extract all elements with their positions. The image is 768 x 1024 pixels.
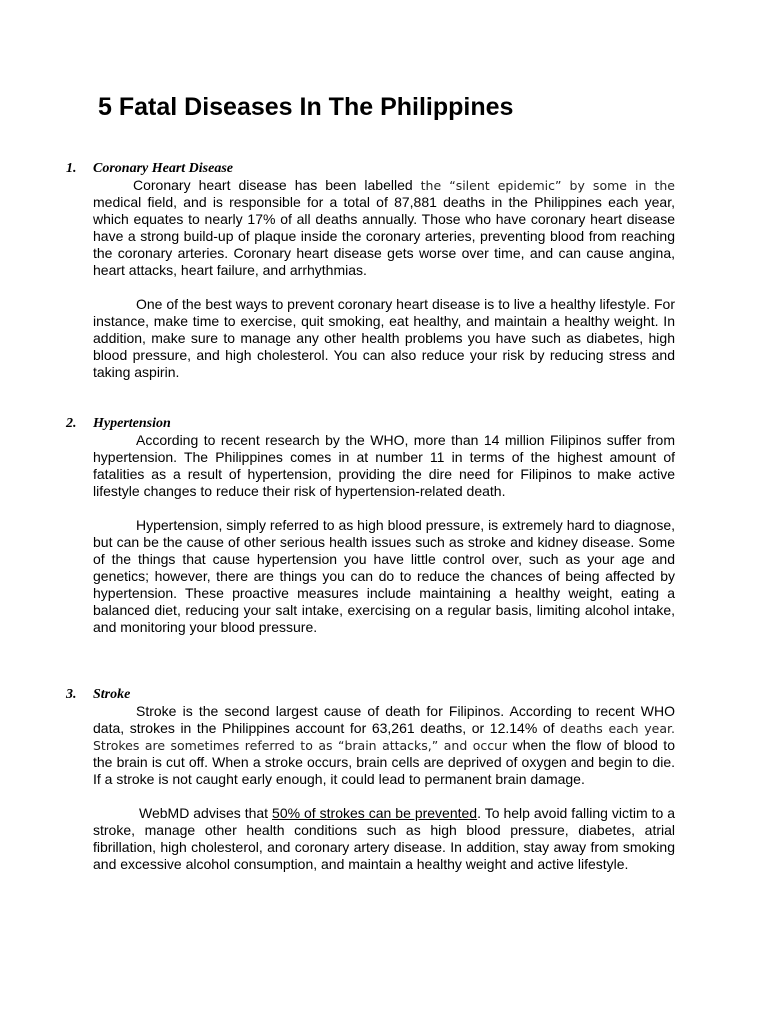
section-number: 1.: [66, 161, 77, 176]
strokes-prevented-link[interactable]: 50% of strokes can be prevented: [272, 805, 478, 821]
section-heading-text: Coronary Heart Disease: [93, 161, 233, 176]
paragraph-text: Hypertension, simply referred to as high blood pressure, is extremely hard to diagnose, but can be the cause of other serious health issues such as stroke and kidney disease. Some of the things that cause hypertension you have little control over, such as your age and genetics; however, there are things you can do to reduce the chances of being affected by hypertension. These proactive measures include maintaining a healthy weight, eating a balanced diet, reducing your salt intake, exercising on a regular basis, limiting alcohol intake, and monitoring your blood pressure.: [93, 517, 675, 635]
paragraph-text: the “silent epidemic” by some in the: [420, 178, 676, 193]
paragraph-text: . To help avoid falling victim to a stroke, manage other health conditions such as high blood pressure, diabetes, atrial fibrillation, high cholesterol, and coronary artery disease. In addition, stay away from smoking and excessive alcohol consumption, and maintain a healthy weight and active lifestyle.: [93, 805, 676, 872]
paragraph: [66, 177, 675, 279]
paragraph: [66, 517, 675, 636]
section-number: 2.: [66, 416, 77, 431]
section-heading: [66, 415, 675, 432]
document-title: 5 Fatal Diseases In The Philippines: [98, 93, 514, 121]
paragraph: [66, 296, 675, 381]
paragraph-text: when the flow of blood to the brain is cut off. When a stroke occurs, brain cells are deprived of oxygen and begin to die. If a stroke is not caught early enough, it could lead to permanent brain damage.: [93, 737, 675, 787]
paragraph: [66, 805, 675, 873]
paragraph-text: WebMD advises that: [139, 805, 273, 821]
section-hypertension: [66, 415, 675, 636]
paragraph-text: One of the best ways to prevent coronary heart disease is to live a healthy lifestyle. For instance, make time to exercise, quit smoking, eat healthy, and maintain a healthy weight. In addition, make sure to manage any other health problems you have such as diabetes, high blood pressure, and high cholesterol. You can also reduce your risk by reducing stress and taking aspirin.: [93, 296, 675, 380]
paragraph-text: Stroke is the second largest cause of death for Filipinos. According to recent WHO data, strokes in the Philippines account for 63,261 deaths, or 12.14% of: [93, 703, 675, 736]
section-stroke: [66, 686, 675, 873]
section-heading-text: Hypertension: [93, 416, 171, 431]
section-coronary-heart-disease: [66, 160, 675, 381]
section-heading-text: Stroke: [93, 687, 131, 702]
paragraph-text: According to recent research by the WHO, more than 14 million Filipinos suffer from hypertension. The Philippines comes in at number 11 in terms of the highest amount of fatalities as a result of hypertension, providing the dire need for Filipinos to make active lifestyle changes to reduce their risk of hypertension-related death.: [93, 432, 675, 499]
section-number: 3.: [66, 687, 77, 702]
paragraph-text: Coronary heart disease has been labelled: [133, 177, 421, 193]
paragraph: [66, 703, 675, 788]
section-heading: [66, 686, 675, 703]
section-heading: [66, 160, 675, 177]
paragraph-text: medical field, and is responsible for a total of 87,881 deaths in the Philippines each year, which equates to nearly 17% of all deaths annually. Those who have coronary heart disease have a strong build-up of plaque inside the coronary arteries, preventing blood from reaching the coronary arteries. Coronary heart disease gets worse over time, and can cause angina, heart attacks, heart failure, and arrhythmias.: [93, 194, 675, 278]
paragraph-text: deaths each year. Strokes are sometimes referred to as “brain attacks,” and occur: [93, 721, 675, 753]
paragraph: [66, 432, 675, 500]
